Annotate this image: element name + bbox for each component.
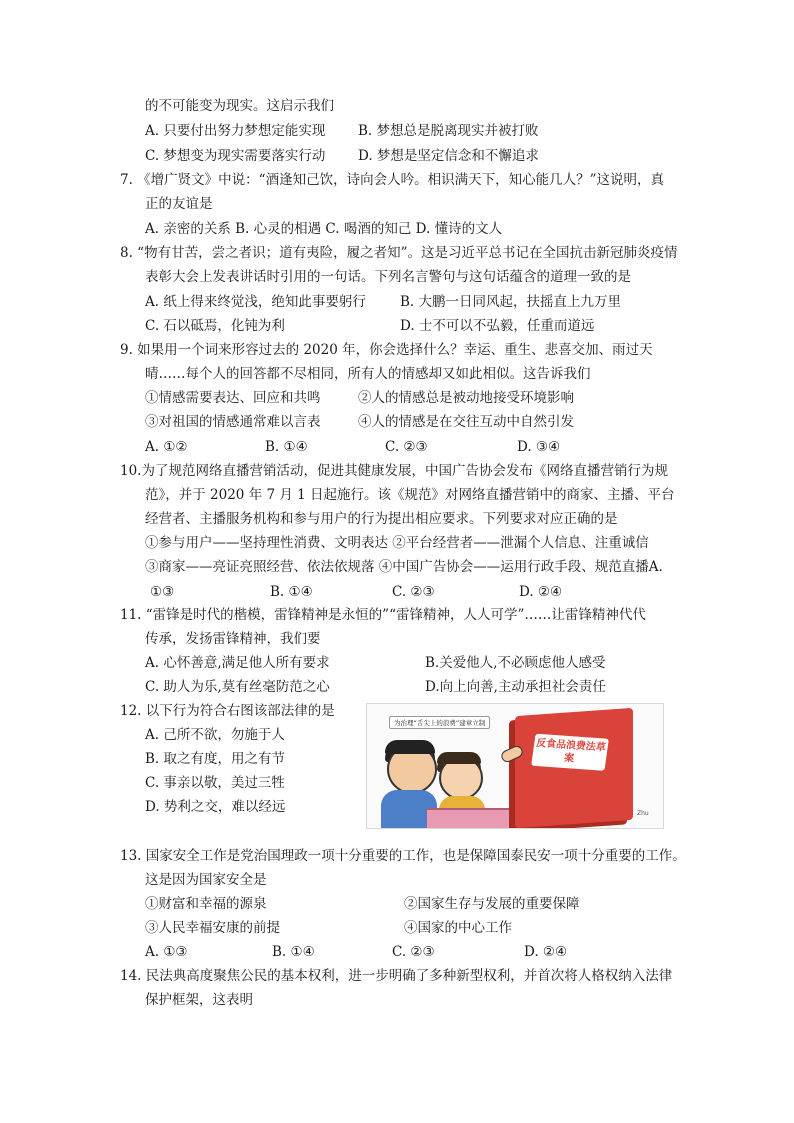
q11-stem-line1: 11. “雷锋是时代的楷模，雷锋精神是永恒的”“雷锋精神，人人可学”……让雷锋精神代代	[120, 607, 646, 623]
q13-option-d: D. ②④	[524, 944, 568, 960]
q7-options: A. 亲密的关系 B. 心灵的相遇 C. 喝酒的知己 D. 懂诗的文人	[145, 221, 503, 237]
q8-option-c: C. 石以砥焉，化钝为利	[145, 318, 285, 334]
q8-option-d: D. 士不可以不弘毅，任重而道远	[400, 318, 595, 334]
q13-statement-1: ①财富和幸福的源泉	[145, 896, 267, 912]
q6-option-c: C. 梦想变为现实需要落实行动	[145, 148, 326, 164]
q13-option-b: B. ①④	[272, 944, 315, 960]
q9-statement-4: ④人的情感是在交往互动中自然引发	[358, 414, 574, 430]
q8-stem-line2: 表彰大会上发表讲话时引用的一句话。下列名言警句与这句话蕴含的道理一致的是	[145, 269, 631, 285]
q9-statement-3: ③对祖国的情感通常难以言表	[145, 414, 321, 430]
cartoon-signature: Zhu	[637, 810, 649, 817]
q6-option-b: B. 梦想总是脱离现实并被打败	[358, 123, 539, 139]
q10-option-c: C. ②③	[392, 584, 435, 600]
q13-statement-2: ②国家生存与发展的重要保障	[404, 896, 580, 912]
q11-option-d: D.向上向善,主动承担社会责任	[425, 679, 606, 695]
q9-option-b: B. ①④	[265, 439, 308, 455]
q9-option-c: C. ②③	[385, 439, 428, 455]
q10-stem-line1: 10.为了规范网络直播营销活动，促进其健康发展，中国广告协会发布《网络直播营销行为规	[120, 463, 668, 479]
q8-stem-line1: 8. “物有甘苦，尝之者识；道有夷险，履之者知”。这是习近平总书记在全国抗击新冠肺炎疫情	[120, 245, 678, 261]
q10-option-b: B. ①④	[270, 584, 313, 600]
q9-statement-1: ①情感需要表达、回应和共鸣	[145, 390, 321, 406]
cartoon-dining-table	[427, 808, 517, 829]
q9-stem-line2: 晴……每个人的回答都不尽相同，所有人的情感却又如此相似。这告诉我们	[145, 366, 591, 382]
q10-stem-line2: 范》，并于 2020 年 7 月 1 日起施行。该《规范》对网络直播营销中的商家、主播、平台	[145, 487, 675, 503]
q8-option-a: A. 纸上得来终觉浅，绝知此事要躬行	[145, 294, 366, 310]
law-book-title: 反食品浪费法草案	[531, 734, 609, 771]
q13-statement-4: ④国家的中心工作	[404, 920, 512, 936]
q10-option-a: ①③	[150, 584, 175, 600]
cartoon-law-book	[515, 708, 633, 828]
q10-statements-1-2: ①参与用户——坚持理性消费、文明表达 ②平台经营者——泄漏个人信息、注重诚信	[145, 535, 649, 551]
q12-stem: 12. 以下行为符合右图该部法律的是	[120, 703, 335, 719]
q10-stem-line3: 经营者、主播服务机构和参与用户的行为提出相应要求。下列要求对应正确的是	[145, 511, 618, 527]
q12-cartoon-figure	[366, 703, 664, 829]
q9-option-d: D. ③④	[517, 439, 561, 455]
q13-option-c: C. ②③	[392, 944, 435, 960]
q13-option-a: A. ①③	[145, 944, 188, 960]
cartoon-hair-man-top	[385, 740, 435, 754]
q12-option-a: A. 己所不欲，勿施于人	[145, 727, 285, 743]
cartoon-hair-woman-top	[437, 752, 481, 764]
q14-stem-line2: 保护框架，这表明	[145, 992, 253, 1008]
q10-statements-3-4: ③商家——亮证亮照经营、依法依规落 ④中国广告协会——运用行政手段、规范直播A.	[145, 559, 663, 575]
q11-option-c: C. 助人为乐,莫有丝毫防范之心	[145, 679, 330, 695]
q9-stem-line1: 9. 如果用一个词来形容过去的 2020 年，你会选择什么？幸运、重生、悲喜交加、雨过天	[120, 342, 653, 358]
q12-option-d: D. 势利之交，难以经远	[145, 799, 286, 815]
q12-option-c: C. 事亲以敬，美过三牲	[145, 775, 285, 791]
q13-statement-3: ③人民幸福安康的前提	[145, 920, 280, 936]
q13-stem-line2: 这是因为国家安全是	[145, 872, 267, 888]
q7-stem-line1: 7. 《增广贤文》中说：“酒逢知己饮，诗向会人吟。相识满天下，知心能几人？”这说明，真	[120, 172, 664, 188]
q9-statement-2: ②人的情感总是被动地接受环境影响	[358, 390, 574, 406]
q6-option-d: D. 梦想是坚定信念和不懈追求	[358, 148, 539, 164]
q11-option-b: B.关爱他人,不必顾虑他人感受	[425, 655, 606, 671]
q12-option-b: B. 取之有度，用之有节	[145, 751, 286, 767]
q13-stem-line1: 13. 国家安全工作是党治国理政一项十分重要的工作，也是保障国泰民安一项十分重要的工作。	[120, 848, 686, 864]
q10-option-d: D. ②④	[519, 584, 563, 600]
q6-continuation: 的不可能变为现实。这启示我们	[145, 98, 334, 114]
q11-option-a: A. 心怀善意,满足他人所有要求	[145, 655, 330, 671]
cartoon-banner: 为治理“舌尖上的浪费”建章立制	[389, 716, 490, 729]
q9-option-a: A. ①②	[145, 439, 188, 455]
q14-stem-line1: 14. 民法典高度聚焦公民的基本权利，进一步明确了多种新型权利，并首次将人格权纳入法律	[120, 968, 673, 984]
q6-option-a: A. 只要付出努力梦想定能实现	[145, 123, 326, 139]
q7-stem-line2: 正的友谊是	[145, 196, 213, 212]
q11-stem-line2: 传承，发扬雷锋精神，我们要	[145, 631, 321, 647]
q8-option-b: B. 大鹏一日同风起，扶摇直上九万里	[400, 294, 622, 310]
